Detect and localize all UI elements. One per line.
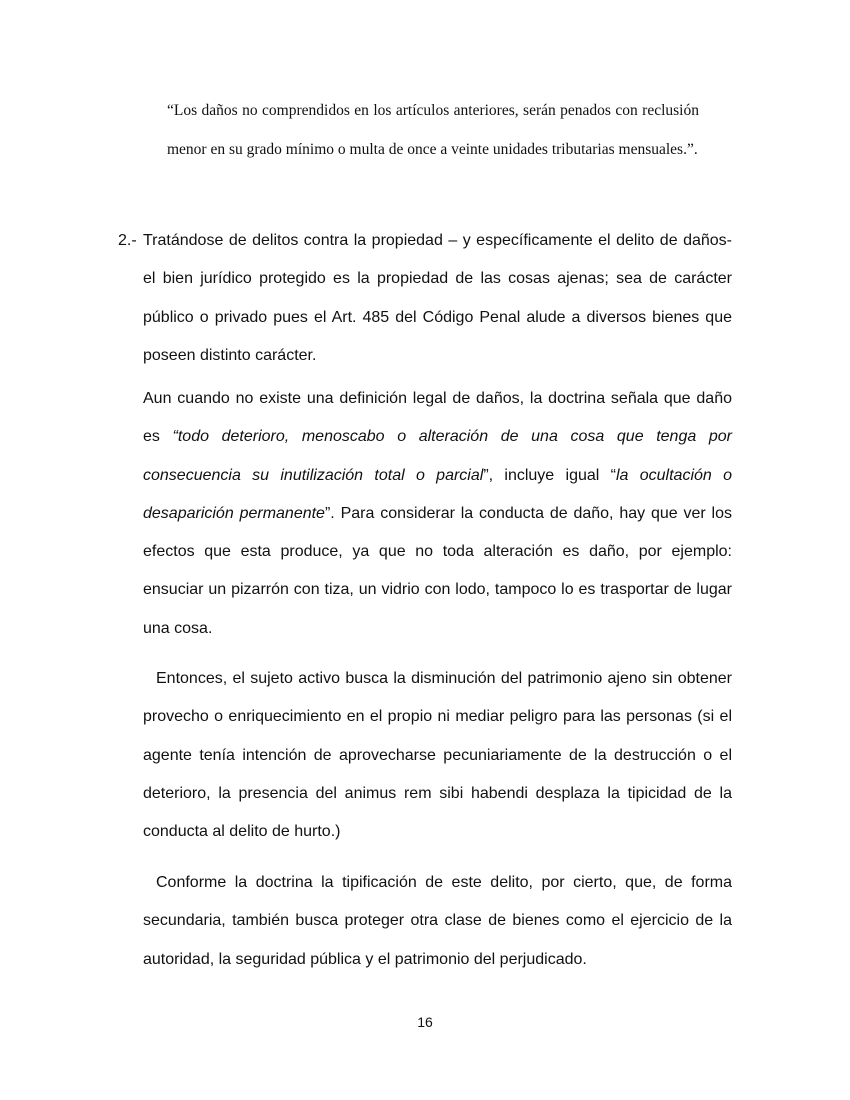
paragraph-2-part-2: ”, incluye igual “ xyxy=(483,466,616,484)
numbered-item-2 xyxy=(118,222,732,375)
paragraph-4-text: Conforme la doctrina la tipificación de este delito, por cierto, que, de forma secundaria, también busca proteger otra clase de bienes como el ejercicio de la autoridad, la seguridad pública y el patrimonio del perjudicado. xyxy=(143,874,732,968)
paragraph-2 xyxy=(143,380,732,648)
paragraph-4 xyxy=(143,864,732,979)
quoted-article-text xyxy=(167,92,699,169)
paragraph-2-part-1: Aun cuando no existe una definición legal de daños, la doctrina señala que daño es xyxy=(143,390,732,446)
paragraph-2-italic-definition: “todo deterioro, menoscabo o alteración de una cosa que tenga por consecuencia su inutilización total o parcial xyxy=(143,428,733,484)
paragraph-3 xyxy=(143,660,732,851)
paragraph-3-text: Entonces, el sujeto activo busca la disminución del patrimonio ajeno sin obtener provecho o enriquecimiento en el propio ni mediar peligro para las personas (si el agente tenía intención de aprovecharse pecuniariamente de la destrucción o el deterioro, la presencia del animus rem sibi habendi desplaza la tipicidad de la conducta al delito de hurto.) xyxy=(143,670,732,841)
paragraph-2-italic-concealment: la ocultación o desaparición permanente xyxy=(143,466,733,522)
page-number: 16 xyxy=(417,1014,433,1030)
quote-text: “Los daños no comprendidos en los artículos anteriores, serán penados con reclusión menor en su grado mínimo o multa de once a veinte unidades tributarias mensuales.”. xyxy=(167,102,699,158)
paragraph-1: Tratándose de delitos contra la propiedad – y específicamente el delito de daños- el bien jurídico protegido es la propiedad de las cosas ajenas; sea de carácter público o privado pues el Art. 485 del Código Penal alude a diversos bienes que poseen distinto carácter. xyxy=(143,232,732,364)
paragraph-2-part-3: ”. Para considerar la conducta de daño, hay que ver los efectos que esta produce, ya que no toda alteración es daño, por ejemplo: ensuciar un pizarrón con tiza, un vidrio con lodo, tampoco lo es trasportar de lugar una cosa. xyxy=(143,504,733,637)
item-number: 2.- xyxy=(118,232,137,249)
